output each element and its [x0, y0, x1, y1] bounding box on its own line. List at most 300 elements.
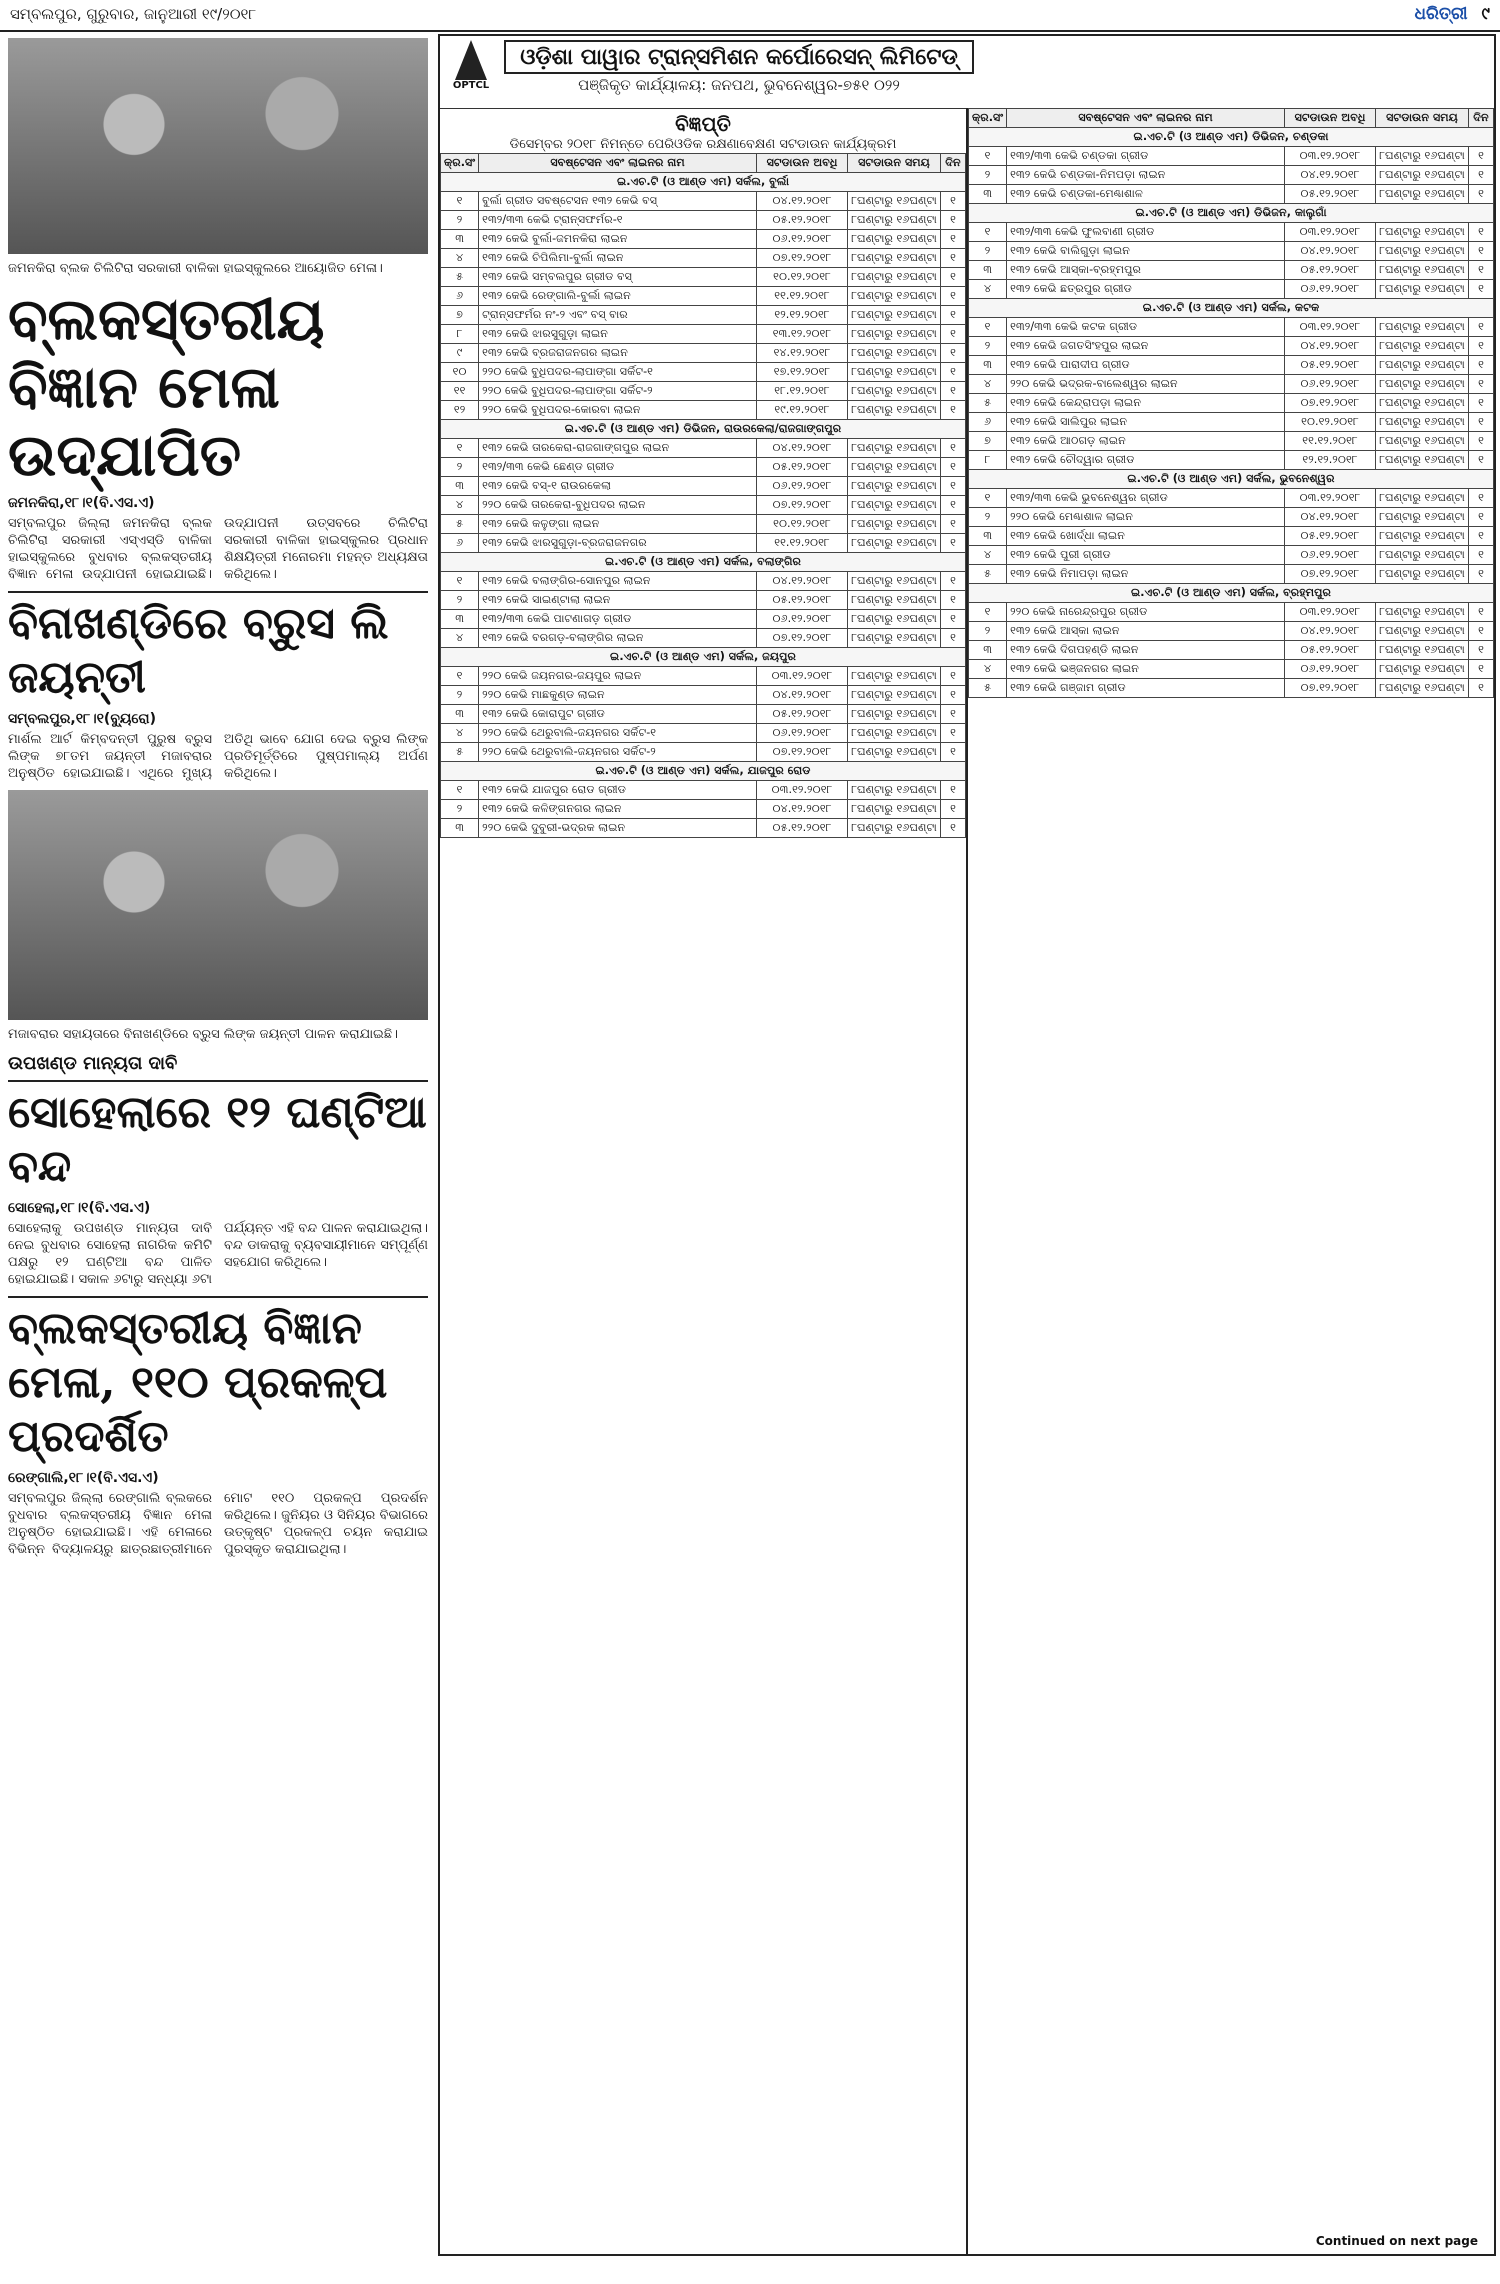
table-row: [441, 667, 966, 686]
cell-day: ୧: [1469, 337, 1494, 356]
section-row: [441, 648, 966, 667]
table-header: ସଟଡାଉନ ସମୟ: [848, 154, 941, 173]
cell-date: ୦୫.୧୨.୨୦୧୮: [1285, 261, 1376, 280]
cell-date: ୦୪.୧୨.୨୦୧୮: [757, 572, 848, 591]
schedule-left: [440, 108, 966, 2254]
table-row: [441, 268, 966, 287]
table-row: [969, 356, 1494, 375]
cell-time: ୮ଘଣ୍ଟାରୁ ୧୬ଘଣ୍ଟା: [848, 477, 941, 496]
cell-name: ୨୨୦ କେଭି ମେଣ୍ଢାଶାଳ ଲାଇନ: [1007, 508, 1285, 527]
section-title: ଇ.ଏଚ.ଟି (ଓ ଆଣ୍ଡ ଏମ) ସର୍କଲ, ବୁର୍ଲା: [441, 173, 966, 192]
cell-day: ୧: [1469, 413, 1494, 432]
cell-day: ୧: [1469, 261, 1494, 280]
cell-date: ୦୪.୧୨.୨୦୧୮: [1285, 242, 1376, 261]
cell-name: ୧୩୨/୩୩ କେଭି ଚଣ୍ଡକା ଗ୍ରୀଡ: [1007, 147, 1285, 166]
cell-time: ୮ଘଣ୍ଟାରୁ ୧୬ଘଣ୍ଟା: [848, 819, 941, 838]
cell-sl: ୩: [441, 610, 479, 629]
cell-date: ୧୯.୧୨.୨୦୧୮: [757, 401, 848, 420]
cell-name: ୧୩୨ କେଭି କୋରାପୁଟ ଗ୍ରୀଡ: [479, 705, 757, 724]
photo-science-fair: [8, 38, 428, 254]
table-row: [969, 147, 1494, 166]
cell-name: ୨୨୦ କେଭି ତାରକେରା-ବୁଧିପଦର ଲାଇନ: [479, 496, 757, 515]
cell-date: ୧୭.୧୨.୨୦୧୮: [757, 363, 848, 382]
cell-sl: ୫: [441, 515, 479, 534]
story-2: ମାର୍ଶଲ ଆର୍ଟ କିମ୍ବଦନ୍ତୀ ପୁରୁଷ ବ୍ରୁସ ଲିଙ୍କ ୭୮ତମ ଜୟନ୍ତୀ ମଜାବରାର ଅନୁଷ୍ଠିତ ହୋଇଯାଇଛି। ଏଥିରେ ମୁଖ୍ୟ ଅତିଥି ଭାବେ ଯୋଗ ଦେଇ ବ୍ରୁସ ଲିଙ୍କ ପ୍ରତିମୂର୍ତ୍ତିରେ ପୁଷ୍ପମାଲ୍ୟ ଅର୍ପଣ କରିଥିଲେ।: [8, 732, 428, 781]
cell-day: ୧: [1469, 546, 1494, 565]
section-title: ଇ.ଏଚ.ଟି (ଓ ଆଣ୍ଡ ଏମ) ସର୍କଲ, କଟକ: [969, 299, 1494, 318]
cell-day: ୧: [941, 572, 966, 591]
schedule-tables: [440, 108, 1494, 2254]
cell-sl: ୨: [441, 211, 479, 230]
section-row: [969, 470, 1494, 489]
cell-name: ୧୩୨/୩୩ କେଭି ଫୁଲବାଣୀ ଗ୍ରୀଡ: [1007, 223, 1285, 242]
cell-day: ୧: [1469, 527, 1494, 546]
section-title: ଇ.ଏଚ.ଟି (ଓ ଆଣ୍ଡ ଏମ) ଡିଭିଜନ, ଚଣ୍ଡକା: [969, 128, 1494, 147]
cell-time: ୮ଘଣ୍ଟାରୁ ୧୬ଘଣ୍ଟା: [848, 515, 941, 534]
cell-day: ୧: [1469, 356, 1494, 375]
cell-sl: ୪: [441, 724, 479, 743]
section-row: [441, 762, 966, 781]
cell-name: ୧୩୨ କେଭି ଖୋର୍ଦ୍ଧା ଲାଇନ: [1007, 527, 1285, 546]
cell-name: ୧୩୨ କେଭି ଝାରସୁଗୁଡ଼ା ଲାଇନ: [479, 325, 757, 344]
cell-day: ୧: [1469, 641, 1494, 660]
table-row: [441, 496, 966, 515]
cell-day: ୧: [1469, 375, 1494, 394]
cell-name: ୨୨୦ କେଭି ଜୟନଗର-ଜୟପୁର ଲାଇନ: [479, 667, 757, 686]
cell-sl: ୨: [441, 591, 479, 610]
cell-date: ୧୧.୧୨.୨୦୧୮: [757, 534, 848, 553]
cell-time: ୮ଘଣ୍ଟାରୁ ୧୬ଘଣ୍ଟା: [1376, 394, 1469, 413]
tower-icon: [455, 40, 487, 80]
table-header: କ୍ର.ସଂ: [441, 154, 479, 173]
cell-name: ୧୩୨ କେଭି ସାଲିପୁର ଲାଇନ: [1007, 413, 1285, 432]
cell-time: ୮ଘଣ୍ଟାରୁ ୧୬ଘଣ୍ଟା: [848, 306, 941, 325]
cell-time: ୮ଘଣ୍ଟାରୁ ୧୬ଘଣ୍ଟା: [848, 629, 941, 648]
cell-name: ୧୩୨/୩୩ କେଭି କଟକ ଗ୍ରୀଡ: [1007, 318, 1285, 337]
cell-day: ୧: [941, 477, 966, 496]
table-header: ସଟଡାଉନ ଅବଧି: [1285, 109, 1376, 128]
table-row: [441, 477, 966, 496]
cell-time: ୮ଘଣ୍ଟାରୁ ୧୬ଘଣ୍ଟା: [1376, 242, 1469, 261]
cell-date: ୦୬.୧୨.୨୦୧୮: [1285, 660, 1376, 679]
cell-time: ୮ଘଣ୍ଟାରୁ ୧୬ଘଣ୍ଟା: [848, 401, 941, 420]
cell-time: ୮ଘଣ୍ଟାରୁ ୧୬ଘଣ୍ଟା: [848, 534, 941, 553]
cell-name: ୧୩୨ କେଭି ଝାରସୁଗୁଡ଼ା-ବ୍ରଜରାଜନଗର: [479, 534, 757, 553]
cell-day: ୧: [1469, 489, 1494, 508]
cell-sl: ୨: [969, 508, 1007, 527]
cell-time: ୮ଘଣ୍ଟାରୁ ୧୬ଘଣ୍ଟା: [848, 325, 941, 344]
cell-sl: ୩: [969, 185, 1007, 204]
table-row: [441, 287, 966, 306]
cell-day: ୧: [941, 344, 966, 363]
table-row: [441, 344, 966, 363]
cell-name: ୧୩୨ କେଭି ସାଇଣ୍ଟାଲା ଲାଇନ: [479, 591, 757, 610]
table-row: [969, 622, 1494, 641]
kicker-sohela: ଉପଖଣ୍ଡ ମାନ୍ୟତା ଦାବି: [8, 1053, 178, 1074]
table-row: [441, 382, 966, 401]
cell-time: ୮ଘଣ୍ଟାରୁ ୧୬ଘଣ୍ଟା: [1376, 660, 1469, 679]
cell-date: ୦୪.୧୨.୨୦୧୮: [1285, 508, 1376, 527]
notice-intro: ଡିସେମ୍ବର ୨୦୧୮ ନିମନ୍ତେ ପେରିଓଡିକ ରକ୍ଷଣାବେକ୍ଷଣ ସଟଡାଉନ କାର୍ଯ୍ୟକ୍ରମ: [509, 137, 897, 152]
cell-date: ୦୪.୧୨.୨୦୧୮: [757, 192, 848, 211]
cell-sl: ୪: [441, 496, 479, 515]
cell-sl: ୨: [441, 686, 479, 705]
cell-day: ୧: [1469, 565, 1494, 584]
table-row: [969, 527, 1494, 546]
table-row: [969, 432, 1494, 451]
cell-date: ୦୫.୧୨.୨୦୧୮: [1285, 641, 1376, 660]
cell-time: ୮ଘଣ୍ଟାରୁ ୧୬ଘଣ୍ଟା: [848, 724, 941, 743]
cell-day: ୧: [941, 534, 966, 553]
page-number: ୯: [1481, 4, 1490, 24]
cell-name: ୧୩୨ କେଭି ଚଣ୍ଡକା-ମେଣ୍ଢାଶାଳ: [1007, 185, 1285, 204]
cell-time: ୮ଘଣ୍ଟାରୁ ୧୬ଘଣ୍ଟା: [848, 287, 941, 306]
cell-time: ୮ଘଣ୍ଟାରୁ ୧୬ଘଣ୍ଟା: [1376, 432, 1469, 451]
cell-sl: ୮: [441, 325, 479, 344]
table-row: [441, 211, 966, 230]
cell-name: ୧୩୨ କେଭି ଭଞ୍ଜନଗର ଲାଇନ: [1007, 660, 1285, 679]
table-row: [969, 318, 1494, 337]
cell-name: ୧୩୨ କେଭି ନିମାପଡ଼ା ଲାଇନ: [1007, 565, 1285, 584]
cell-name: ୧୩୨ କେଭି ବ୍ରଜରାଜନଗର ଲାଇନ: [479, 344, 757, 363]
cell-time: ୮ଘଣ୍ଟାରୁ ୧୬ଘଣ୍ଟା: [848, 268, 941, 287]
cell-sl: ୫: [441, 743, 479, 762]
cell-sl: ୧: [441, 192, 479, 211]
section-row: [969, 584, 1494, 603]
schedule-right: [966, 108, 1494, 2254]
cell-time: ୮ଘଣ୍ଟାରୁ ୧୬ଘଣ୍ଟା: [1376, 565, 1469, 584]
table-row: [441, 629, 966, 648]
table-row: [441, 591, 966, 610]
section-title: ଇ.ଏଚ.ଟି (ଓ ଆଣ୍ଡ ଏମ) ଡିଭିଜନ, କାଲୁଗାଁ: [969, 204, 1494, 223]
cell-date: ୦୫.୧୨.୨୦୧୮: [1285, 527, 1376, 546]
cell-sl: ୨: [969, 622, 1007, 641]
section-row: [969, 299, 1494, 318]
section-row: [441, 420, 966, 439]
schedule-table-left: [440, 153, 966, 838]
table-header: ଦିନ: [1469, 109, 1494, 128]
table-row: [441, 325, 966, 344]
masthead-date: ସମ୍ବଲପୁର, ଗୁରୁବାର, ଜାନୁଆରୀ ୧୯/୨୦୧୮: [10, 5, 257, 23]
table-row: [441, 800, 966, 819]
table-header: ସବଷ୍ଟେସନ ଏବଂ ଲାଇନର ନାମ: [479, 154, 757, 173]
cell-name: ୧୩୨ କେଭି ଚୌଦ୍ୱାର ଗ୍ରୀଡ: [1007, 451, 1285, 470]
cell-day: ୧: [1469, 242, 1494, 261]
cell-time: ୮ଘଣ୍ଟାରୁ ୧୬ଘଣ୍ଟା: [848, 743, 941, 762]
photo-martial-arts: [8, 790, 428, 1020]
cell-day: ୧: [941, 458, 966, 477]
cell-date: ୦୬.୧୨.୨୦୧୮: [1285, 375, 1376, 394]
cell-sl: ୨: [441, 800, 479, 819]
cell-sl: ୧: [441, 572, 479, 591]
cell-time: ୮ଘଣ୍ଟାରୁ ୧୬ଘଣ୍ଟା: [848, 705, 941, 724]
cell-date: ୦୬.୧୨.୨୦୧୮: [757, 477, 848, 496]
cell-name: ୧୩୨ କେଭି ବଲାଙ୍ଗିର-ସୋନପୁର ଲାଇନ: [479, 572, 757, 591]
cell-time: ୮ଘଣ୍ଟାରୁ ୧୬ଘଣ୍ଟା: [848, 572, 941, 591]
cell-date: ୦୪.୧୨.୨୦୧୮: [1285, 166, 1376, 185]
cell-sl: ୧: [441, 667, 479, 686]
cell-sl: ୫: [969, 394, 1007, 413]
cell-name: ୧୩୨ କେଭି ଆସ୍କା-ବ୍ରହ୍ମପୁର: [1007, 261, 1285, 280]
cell-day: ୧: [941, 724, 966, 743]
table-header: ଦିନ: [941, 154, 966, 173]
table-row: [441, 192, 966, 211]
cell-sl: ୪: [441, 629, 479, 648]
table-row: [969, 679, 1494, 698]
cell-time: ୮ଘଣ୍ଟାରୁ ୧୬ଘଣ୍ଟା: [1376, 489, 1469, 508]
cell-time: ୮ଘଣ୍ଟାରୁ ୧୬ଘଣ୍ଟା: [848, 382, 941, 401]
table-row: [441, 534, 966, 553]
cell-day: ୧: [941, 819, 966, 838]
table-row: [441, 363, 966, 382]
table-row: [441, 439, 966, 458]
cell-date: ୦୩.୧୨.୨୦୧୮: [1285, 489, 1376, 508]
cell-time: ୮ଘଣ୍ଟାରୁ ୧୬ଘଣ୍ଟା: [1376, 546, 1469, 565]
cell-date: ୧୧.୧୨.୨୦୧୮: [1285, 432, 1376, 451]
notice-subtitle: ପଞ୍ଜିକୃତ କାର୍ଯ୍ୟାଳୟ: ଜନପଥ, ଭୁବନେଶ୍ୱର-୭୫୧ ୦୨୨: [578, 76, 900, 94]
cell-sl: ୯: [441, 344, 479, 363]
cell-day: ୧: [941, 705, 966, 724]
table-row: [969, 413, 1494, 432]
cell-sl: ୬: [441, 287, 479, 306]
cell-date: ୧୦.୧୨.୨୦୧୮: [757, 515, 848, 534]
cell-name: ୨୨୦ କେଭି ଥେରୁବାଲି-ଜୟନଗର ସର୍କିଟ-୨: [479, 743, 757, 762]
cell-date: ୧୮.୧୨.୨୦୧୮: [757, 382, 848, 401]
cell-name: ୧୩୨ କେଭି ବାଲିଗୁଡ଼ା ଲାଇନ: [1007, 242, 1285, 261]
cell-date: ୦୩.୧୨.୨୦୧୮: [1285, 147, 1376, 166]
cell-day: ୧: [941, 230, 966, 249]
cell-time: ୮ଘଣ୍ଟାରୁ ୧୬ଘଣ୍ଟା: [848, 610, 941, 629]
dateline-1: ଜମନକିରା,୧୮।୧(ବି.ଏସ.ଏ): [8, 495, 155, 511]
cell-date: ୦୩.୧୨.୨୦୧୮: [757, 667, 848, 686]
cell-sl: ୩: [969, 356, 1007, 375]
cell-date: ୧୦.୧୨.୨୦୧୮: [757, 268, 848, 287]
section-row: [969, 128, 1494, 147]
cell-date: ୦୫.୧୨.୨୦୧୮: [1285, 356, 1376, 375]
section-title: ଇ.ଏଚ.ଟି (ଓ ଆଣ୍ଡ ଏମ) ଡିଭିଜନ, ରାଉରକେଲା/ରାଜଗାଙ୍ଗପୁର: [441, 420, 966, 439]
cell-time: ୮ଘଣ୍ଟାରୁ ୧୬ଘଣ୍ଟା: [1376, 375, 1469, 394]
cell-day: ୧: [941, 306, 966, 325]
section-title: ଇ.ଏଚ.ଟି (ଓ ଆଣ୍ଡ ଏମ) ସର୍କଲ, ଭୁବନେଶ୍ୱର: [969, 470, 1494, 489]
news-column: [8, 38, 428, 2274]
cell-name: ୧୩୨ କେଭି କଳୁଙ୍ଗା ଲାଇନ: [479, 515, 757, 534]
cell-time: ୮ଘଣ୍ଟାରୁ ୧୬ଘଣ୍ଟା: [848, 230, 941, 249]
cell-day: ୧: [941, 192, 966, 211]
story-4: ସମ୍ବଲପୁର ଜିଲ୍ଲା ରେଙ୍ଗାଲି ବ୍ଲକରେ ବୁଧବାର ବ୍ଲକସ୍ତରୀୟ ବିଜ୍ଞାନ ମେଳା ଅନୁଷ୍ଠିତ ହୋଇଯାଇଛି। ଏହି ମେଳାରେ ବିଭିନ୍ନ ବିଦ୍ୟାଳୟରୁ ଛାତ୍ରଛାତ୍ରୀମାନେ ମୋଟ ୧୧୦ ପ୍ରକଳ୍ପ ପ୍ରଦର୍ଶନ କରିଥିଲେ। ଜୁନିୟର ଓ ସିନିୟର ବିଭାଗରେ ଉତ୍କୃଷ୍ଟ ପ୍ରକଳ୍ପ ଚୟନ କରାଯାଇ ପୁରସ୍କୃତ କରାଯାଇଥିଲା।: [8, 1491, 428, 1557]
table-row: [441, 781, 966, 800]
cell-day: ୧: [941, 249, 966, 268]
cell-name: ୨୨୦ କେଭି ମାଛକୁଣ୍ଡ ଲାଇନ: [479, 686, 757, 705]
cell-name: ଟ୍ରାନ୍ସଫର୍ମର ନଂ-୨ ଏବଂ ବସ୍ ବାର: [479, 306, 757, 325]
cell-day: ୧: [941, 515, 966, 534]
cell-time: ୮ଘଣ୍ଟାରୁ ୧୬ଘଣ୍ଟା: [848, 591, 941, 610]
section-row: [441, 173, 966, 192]
notice-big-title: ବିଜ୍ଞପ୍ତି: [675, 112, 731, 136]
cell-date: ୦୩.୧୨.୨୦୧୮: [1285, 603, 1376, 622]
cell-date: ୧୩.୧୨.୨୦୧୮: [757, 325, 848, 344]
cell-name: ୨୨୦ କେଭି ନାରେନ୍ଦ୍ରପୁର ଗ୍ରୀଡ: [1007, 603, 1285, 622]
cell-name: ୨୨୦ କେଭି ଭଦ୍ରକ-ବାଲେଶ୍ୱର ଲାଇନ: [1007, 375, 1285, 394]
table-row: [969, 660, 1494, 679]
notice-title: ଓଡ଼ିଶା ପାୱାର ଟ୍ରାନ୍ସମିଶନ କର୍ପୋରେସନ୍ ଲିମିଟେଡ୍: [504, 40, 974, 74]
cell-date: ୦୪.୧୨.୨୦୧୮: [1285, 622, 1376, 641]
cell-time: ୮ଘଣ୍ଟାରୁ ୧୬ଘଣ୍ଟା: [1376, 318, 1469, 337]
cell-time: ୮ଘଣ୍ଟାରୁ ୧୬ଘଣ୍ଟା: [848, 249, 941, 268]
cell-date: ୧୦.୧୨.୨୦୧୮: [1285, 413, 1376, 432]
cell-name: ୧୩୨ କେଭି ଛତ୍ରପୁର ଗ୍ରୀଡ: [1007, 280, 1285, 299]
story-1: ସମ୍ବଲପୁର ଜିଲ୍ଲା ଜମନକିରା ବ୍ଲକ ଚିଲିଟିରା ସରକାରୀ ଏସ୍‌ଏସ୍‌ଡି ବାଳିକା ହାଇସ୍କୁଲରେ ବୁଧବାର ବ୍ଲକସ୍ତରୀୟ ବିଜ୍ଞାନ ମେଳା ଉଦ୍‌ଯାପନୀ ହୋଇଯାଇଛି। ଉଦ୍‌ଯାପନୀ ଉତ୍ସବରେ ଚିଲିଟିରା ସରକାରୀ ବାଳିକା ହାଇସ୍କୁଲର ପ୍ରଧାନ ଶିକ୍ଷୟିତ୍ରୀ ମନୋରମା ମହନ୍ତ ଅଧ୍ୟକ୍ଷତା କରିଥିଲେ।: [8, 516, 428, 582]
table-row: [441, 401, 966, 420]
cell-time: ୮ଘଣ୍ଟାରୁ ୧୬ଘଣ୍ଟା: [1376, 508, 1469, 527]
logo-label: OPTCL: [452, 80, 490, 91]
cell-day: ୧: [941, 610, 966, 629]
cell-date: ୦୪.୧୨.୨୦୧୮: [1285, 337, 1376, 356]
table-row: [969, 546, 1494, 565]
table-header: ସଟଡାଉନ ସମୟ: [1376, 109, 1469, 128]
cell-time: ୮ଘଣ୍ଟାରୁ ୧୬ଘଣ୍ଟା: [848, 667, 941, 686]
table-row: [441, 572, 966, 591]
masthead-strip: [0, 0, 1500, 32]
cell-day: ୧: [941, 439, 966, 458]
cell-time: ୮ଘଣ୍ଟାରୁ ୧୬ଘଣ୍ଟା: [1376, 413, 1469, 432]
table-row: [441, 705, 966, 724]
cell-name: ୧୩୨ କେଭି ସମ୍ବଲପୁର ଗ୍ରୀଡ ବସ୍: [479, 268, 757, 287]
cell-time: ୮ଘଣ୍ଟାରୁ ୧୬ଘଣ୍ଟା: [1376, 166, 1469, 185]
cell-time: ୮ଘଣ୍ଟାରୁ ୧୬ଘଣ୍ଟା: [848, 800, 941, 819]
cell-day: ୧: [941, 496, 966, 515]
cell-day: ୧: [1469, 508, 1494, 527]
cell-sl: ୨: [969, 166, 1007, 185]
cell-sl: ୬: [441, 534, 479, 553]
cell-time: ୮ଘଣ୍ଟାରୁ ୧୬ଘଣ୍ଟା: [1376, 261, 1469, 280]
cell-time: ୮ଘଣ୍ଟାରୁ ୧୬ଘଣ୍ଟା: [1376, 185, 1469, 204]
cell-day: ୧: [1469, 185, 1494, 204]
cell-date: ୦୬.୧୨.୨୦୧୮: [1285, 280, 1376, 299]
cell-sl: ୩: [441, 477, 479, 496]
cell-sl: ୫: [969, 565, 1007, 584]
cell-name: ୧୩୨ କେଭି ଗଞ୍ଜାମ ଗ୍ରୀଡ: [1007, 679, 1285, 698]
cell-date: ୦୩.୧୨.୨୦୧୮: [1285, 223, 1376, 242]
cell-day: ୧: [1469, 147, 1494, 166]
cell-name: ୧୩୨/୩୩ କେଭି ଭୁବନେଶ୍ୱର ଗ୍ରୀଡ: [1007, 489, 1285, 508]
cell-sl: ୧୦: [441, 363, 479, 382]
cell-time: ୮ଘଣ୍ଟାରୁ ୧୬ଘଣ୍ଟା: [848, 686, 941, 705]
cell-date: ୦୪.୧୨.୨୦୧୮: [757, 686, 848, 705]
story-3: ସୋହେଲାକୁ ଉପଖଣ୍ଡ ମାନ୍ୟତା ଦାବି ନେଇ ବୁଧବାର ସୋହେଲା ନାଗରିକ କମିଟି ପକ୍ଷରୁ ୧୨ ଘଣ୍ଟିଆ ବନ୍ଦ ପାଳିତ ହୋଇଯାଇଛି। ସକାଳ ୬ଟାରୁ ସନ୍ଧ୍ୟା ୬ଟା ପର୍ଯ୍ୟନ୍ତ ଏହି ବନ୍ଦ ପାଳନ କରାଯାଇଥିଲା। ବନ୍ଦ ଡାକରାକୁ ବ୍ୟବସାୟୀମାନେ ସମ୍ପୂର୍ଣ୍ଣ ସହଯୋଗ କରିଥିଲେ।: [8, 1221, 428, 1287]
cell-day: ୧: [941, 401, 966, 420]
section-row: [441, 553, 966, 572]
dateline-3: ସୋହେଲା,୧୮।୧(ବି.ଏସ.ଏ): [8, 1200, 151, 1216]
cell-day: ୧: [941, 325, 966, 344]
cell-day: ୧: [941, 667, 966, 686]
cell-time: ୮ଘଣ୍ଟାରୁ ୧୬ଘଣ୍ଟା: [1376, 223, 1469, 242]
cell-name: ୧୩୨ କେଭି ଚଣ୍ଡକା-ନିମପଡ଼ା ଲାଇନ: [1007, 166, 1285, 185]
optcl-logo: [448, 40, 494, 100]
cell-sl: ୧: [969, 223, 1007, 242]
cell-date: ୦୭.୧୨.୨୦୧୮: [757, 496, 848, 515]
table-row: [969, 489, 1494, 508]
headline-bruce-lee: ବିନାଖଣ୍ଡିରେ ବ୍ରୁସ ଲି ଜୟନ୍ତୀ: [8, 591, 428, 705]
cell-time: ୮ଘଣ୍ଟାରୁ ୧୬ଘଣ୍ଟା: [1376, 679, 1469, 698]
section-title: ଇ.ଏଚ.ଟି (ଓ ଆଣ୍ଡ ଏମ) ସର୍କଲ, ଯାଜପୁର ରୋଡ: [441, 762, 966, 781]
cell-day: ୧: [941, 382, 966, 401]
cell-name: ୧୩୨ କେଭି ବସ୍-୧ ରାଉରକେଲା: [479, 477, 757, 496]
cell-date: ୦୬.୧୨.୨୦୧୮: [757, 230, 848, 249]
cell-day: ୧: [1469, 394, 1494, 413]
table-header: ସବଷ୍ଟେସନ ଏବଂ ଲାଇନର ନାମ: [1007, 109, 1285, 128]
cell-sl: ୫: [969, 679, 1007, 698]
cell-date: ୦୫.୧୨.୨୦୧୮: [757, 458, 848, 477]
cell-sl: ୩: [969, 641, 1007, 660]
cell-name: ୧୩୨ କେଭି ଚିପିଲିମା-ବୁର୍ଲା ଲାଇନ: [479, 249, 757, 268]
table-row: [969, 261, 1494, 280]
table-row: [441, 230, 966, 249]
photo1-caption: ଜମନକିରା ବ୍ଲକ ଚିଲିଟିରା ସରକାରୀ ବାଳିକା ହାଇସ୍କୁଲରେ ଆୟୋଜିତ ମେଳା।: [8, 261, 383, 276]
cell-day: ୧: [941, 268, 966, 287]
table-row: [969, 508, 1494, 527]
table-row: [969, 185, 1494, 204]
cell-date: ୦୬.୧୨.୨୦୧୮: [757, 610, 848, 629]
cell-sl: ୨: [969, 242, 1007, 261]
cell-sl: ୧: [969, 147, 1007, 166]
cell-name: ୧୩୨/୩୩ କେଭି ପାଟଣାଗଡ଼ ଗ୍ରୀଡ: [479, 610, 757, 629]
cell-date: ୧୧.୧୨.୨୦୧୮: [757, 287, 848, 306]
cell-day: ୧: [1469, 603, 1494, 622]
cell-date: ୦୪.୧୨.୨୦୧୮: [757, 800, 848, 819]
cell-time: ୮ଘଣ୍ଟାରୁ ୧୬ଘଣ୍ଟା: [848, 781, 941, 800]
cell-name: ୨୨୦ କେଭି ଦୁବୁରୀ-ଭଦ୍ରକ ଲାଇନ: [479, 819, 757, 838]
table-row: [441, 686, 966, 705]
table-row: [441, 819, 966, 838]
table-row: [441, 743, 966, 762]
cell-date: ୦୭.୧୨.୨୦୧୮: [757, 249, 848, 268]
cell-time: ୮ଘଣ୍ଟାରୁ ୧୬ଘଣ୍ଟା: [1376, 603, 1469, 622]
paper-logo: ଧରିତ୍ରୀ: [1414, 4, 1468, 24]
cell-sl: ୪: [969, 280, 1007, 299]
cell-name: ୧୩୨ କେଭି ଯାଜପୁର ରୋଡ ଗ୍ରୀଡ: [479, 781, 757, 800]
table-row: [969, 641, 1494, 660]
cell-time: ୮ଘଣ୍ଟାରୁ ୧୬ଘଣ୍ଟା: [848, 496, 941, 515]
cell-sl: ୮: [969, 451, 1007, 470]
table-row: [441, 515, 966, 534]
cell-date: ୦୫.୧୨.୨୦୧୮: [757, 211, 848, 230]
table-row: [969, 451, 1494, 470]
cell-date: ୧୪.୧୨.୨୦୧୮: [757, 344, 848, 363]
cell-day: ୧: [1469, 280, 1494, 299]
table-row: [969, 603, 1494, 622]
dateline-2: ସମ୍ବଲପୁର,୧୮।୧(ବ୍ୟୁରୋ): [8, 711, 156, 727]
cell-sl: ୧: [441, 781, 479, 800]
cell-day: ୧: [941, 743, 966, 762]
cell-sl: ୩: [441, 819, 479, 838]
table-row: [969, 280, 1494, 299]
cell-date: ୦୩.୧୨.୨୦୧୮: [757, 781, 848, 800]
table-header: ସଟଡାଉନ ଅବଧି: [757, 154, 848, 173]
cell-name: ୧୩୨ କେଭି ବରଗଡ଼-ବଲାଙ୍ଗିର ଲାଇନ: [479, 629, 757, 648]
section-title: ଇ.ଏଚ.ଟି (ଓ ଆଣ୍ଡ ଏମ) ସର୍କଲ, ବଲାଙ୍ଗିର: [441, 553, 966, 572]
cell-sl: ୧: [969, 489, 1007, 508]
cell-day: ୧: [1469, 223, 1494, 242]
cell-day: ୧: [1469, 622, 1494, 641]
cell-sl: ୬: [969, 413, 1007, 432]
cell-time: ୮ଘଣ୍ଟାରୁ ୧୬ଘଣ୍ଟା: [1376, 641, 1469, 660]
table-row: [969, 242, 1494, 261]
cell-day: ୧: [941, 211, 966, 230]
cell-day: ୧: [941, 363, 966, 382]
cell-time: ୮ଘଣ୍ଟାରୁ ୧୬ଘଣ୍ଟା: [848, 344, 941, 363]
cell-time: ୮ଘଣ୍ଟାରୁ ୧୬ଘଣ୍ଟା: [848, 192, 941, 211]
cell-day: ୧: [941, 591, 966, 610]
